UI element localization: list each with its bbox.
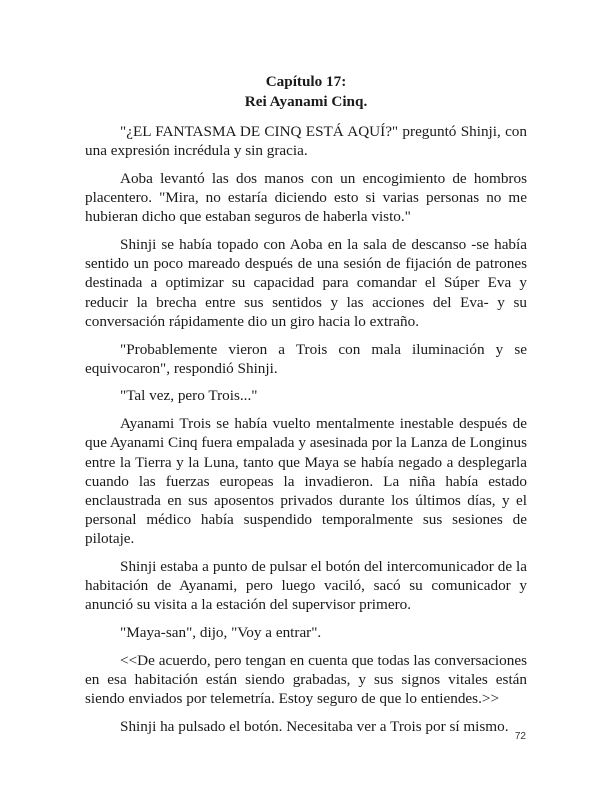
paragraph: Shinji se había topado con Aoba en la sala de descanso -se había sentido un poco mareado después de una sesión de fijación de patrones destinada a optimizar su capacidad para comandar el Súper Eva y reducir la brecha entre sus sentidos y las acciones del Eva- y su conversación rápidamente dio un giro hacia lo extraño. xyxy=(85,236,527,330)
paragraph: Shinji ha pulsado el botón. Necesitaba ver a Trois por sí mismo. xyxy=(120,717,509,735)
chapter-number: Capítulo 17: xyxy=(265,73,347,90)
paragraph: "¿EL FANTASMA DE CINQ ESTÁ AQUÍ?" preguntó Shinji, con una expresión incrédula y sin gracia. xyxy=(85,123,527,160)
chapter-header xyxy=(85,72,527,112)
paragraph: "Maya-san", dijo, "Voy a entrar". xyxy=(120,624,322,642)
chapter-body xyxy=(85,122,527,745)
paragraph: <<De acuerdo, pero tengan en cuenta que todas las conversaciones en esa habitación están siendo grabadas, y sus signos vitales están siendo enviados por telemetría. Estoy seguro de que lo entiendes.>> xyxy=(85,651,527,708)
paragraph: "Tal vez, pero Trois..." xyxy=(120,387,258,405)
paragraph: Ayanami Trois se había vuelto mentalmente inestable después de que Ayanami Cinq fuera empalada y asesinada por la Lanza de Longinus entre la Tierra y la Luna, tanto que Maya se había negado a desplegarla cuando las fuerzas europeas la invadieron. La niña había estado enclaustrada en sus aposentos privados durante los últimos días, y el personal médico había suspendido temporalmente sus sesiones de pilotaje. xyxy=(85,415,527,548)
page-number: 72 xyxy=(514,731,526,742)
chapter-title: Rei Ayanami Cinq. xyxy=(244,93,368,110)
paragraph: Aoba levantó las dos manos con un encogimiento de hombros placentero. "Mira, no estaría diciendo esto si varias personas no me hubieran dicho que estaban seguros de haberla visto." xyxy=(85,169,527,226)
paragraph: Shinji estaba a punto de pulsar el botón del intercomunicador de la habitación de Ayanami, pero luego vaciló, sacó su comunicador y anunció su visita a la estación del supervisor primero. xyxy=(85,558,527,614)
paragraph: "Probablemente vieron a Trois con mala iluminación y se equivocaron", respondió Shinji. xyxy=(85,340,527,377)
